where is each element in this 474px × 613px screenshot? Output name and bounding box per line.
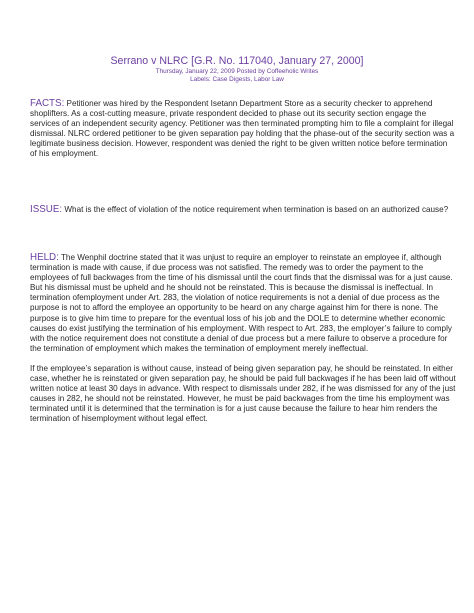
facts-label: FACTS: bbox=[30, 98, 65, 109]
facts-paragraph bbox=[30, 99, 456, 160]
held-label: HELD: bbox=[30, 252, 59, 263]
post-labels: Labels: Case Digests, Labor Law bbox=[190, 76, 284, 83]
facts-text: Petitioner was hired by the Respondent Isetann Department Store as a security checker to apprehend shoplifters. As a cost-cutting measure, private respondent decided to phase out its security section engage the services of an independent security agency. Petitioner was then terminated prompting him to file a complaint for illegal dismissal. NLRC ordered petitioner to be given separation pay holding that the phase-out of the security section was a legitimate business decision. However, respondent was denied the right to be given written notice before termination of his employment. bbox=[30, 99, 455, 159]
held-paragraph bbox=[30, 253, 456, 354]
held-text: The Wenphil doctrine stated that it was unjust to require an employer to reinstate an employee if, although termination is made with cause, if due process was not satisfied. The remedy was to order the payment to the employees of full backwages from the time of his dismissal until the court finds that the dismissal was for a just cause. But his dismissal must be upheld and he should not be reinstated. This is because the dismissal is ineffectual. In termination ofemployment under Art. 283, the violation of notice requirements is not a denial of due process as the purpose is not to afford the employee an opportunity to be heard on any charge against him for there is none. The purpose is to give him time to prepare for the eventual loss of his job and the DOLE to determine whether economic causes do exist justifying the termination of his employment. With respect to Art. 283, the employer’s failure to comply with the notice requirement does not constitute a denial of due process but a mere failure to observe a procedure for the termination of employment which makes the termination of employment merely ineffectual. bbox=[30, 253, 453, 353]
issue-text: What is the effect of violation of the notice requirement when termination is based on an authorized cause? bbox=[62, 205, 449, 214]
issue-section bbox=[30, 205, 456, 215]
issue-label: ISSUE: bbox=[30, 204, 63, 215]
page-title: Serrano v NLRC [G.R. No. 117040, January 27, 2000] bbox=[110, 55, 364, 67]
issue-paragraph bbox=[30, 205, 456, 215]
held-section bbox=[30, 253, 456, 425]
held-paragraph-2: If the employee’s separation is without cause, instead of being given separation pay, he should be reinstated. In either case, whether he is reinstated or given separation pay, he should be paid full backwages if he has been laid off without written notice at least 30 days in advance. With respect to dismissals under 282, if he was dismissed for any of the just causes in 282, he should not be reinstated. However, he must be paid backwages from the time his employment was terminated until it is determined that the termination is for a just cause because the failure to hear him renders the termination of hisemployment without legal effect. bbox=[30, 363, 456, 424]
post-header bbox=[0, 54, 474, 84]
facts-section bbox=[30, 99, 456, 160]
post-meta: Thursday, January 22, 2009 Posted by Coffeeholic Writes bbox=[155, 68, 319, 75]
